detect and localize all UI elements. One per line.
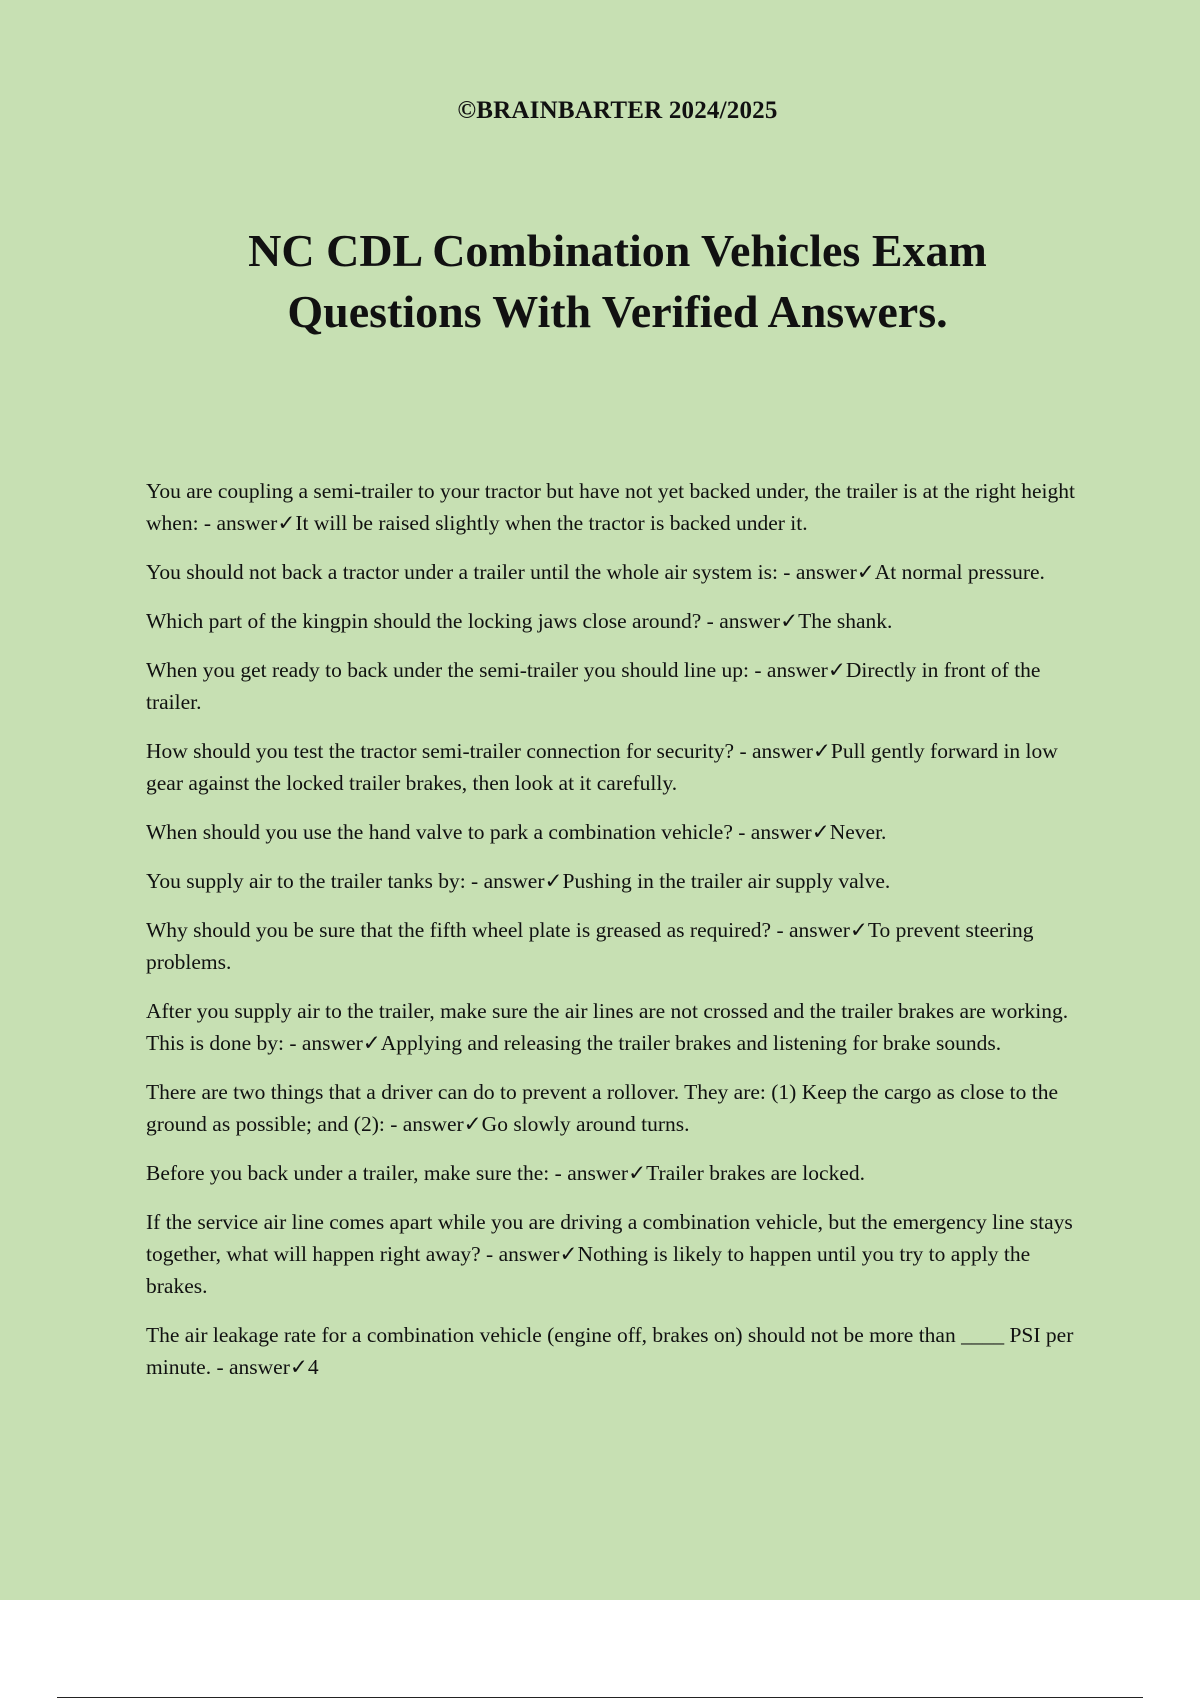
qa-item: Before you back under a trailer, make sure the: - answer✓Trailer brakes are locked.: [146, 1161, 865, 1185]
qa-item: There are two things that a driver can do to prevent a rollover. They are: (1) Keep the cargo as close to the ground as possible; and (2): - answer✓Go slowly around turns.: [146, 1080, 1059, 1136]
qa-item: If the service air line comes apart while you are driving a combination vehicle, but the emergency line stays together, what will happen right away? - answer✓Nothing is likely to happen until you try to apply the brakes.: [146, 1210, 1073, 1298]
footer-divider: [57, 1697, 1143, 1698]
qa-item: When you get ready to back under the semi-trailer you should line up: - answer✓Directly in front of the trailer.: [146, 658, 1041, 714]
qa-item: You are coupling a semi-trailer to your tractor but have not yet backed under, the trailer is at the right height when: - answer✓It will be raised slightly when the tractor is backed under it.: [146, 479, 1075, 535]
qa-item: You supply air to the trailer tanks by: - answer✓Pushing in the trailer air supply valve.: [146, 869, 891, 893]
qa-list: [146, 475, 1086, 1400]
page-title: [0, 220, 1200, 342]
qa-item: The air leakage rate for a combination vehicle (engine off, brakes on) should not be more than ____ PSI per minute. - answer✓4: [146, 1323, 1074, 1379]
qa-item: Why should you be sure that the fifth wheel plate is greased as required? - answer✓To prevent steering problems.: [146, 918, 1034, 974]
title-line-1: NC CDL Combination Vehicles Exam: [248, 225, 987, 276]
title-line-2: Questions With Verified Answers.: [287, 286, 948, 337]
qa-item: After you supply air to the trailer, make sure the air lines are not crossed and the trailer brakes are working. This is done by: - answer✓Applying and releasing the trailer brakes and listening for brake sounds.: [146, 999, 1069, 1055]
qa-item: You should not back a tractor under a trailer until the whole air system is: - answer✓At normal pressure.: [146, 560, 1045, 584]
qa-item: When should you use the hand valve to park a combination vehicle? - answer✓Never.: [146, 820, 887, 844]
qa-item: Which part of the kingpin should the locking jaws close around? - answer✓The shank.: [146, 609, 893, 633]
qa-item: How should you test the tractor semi-trailer connection for security? - answer✓Pull gently forward in low gear against the locked trailer brakes, then look at it carefully.: [146, 739, 1058, 795]
brainbarter-watermark: ©BRAINBARTER 2024/2025: [457, 97, 778, 124]
